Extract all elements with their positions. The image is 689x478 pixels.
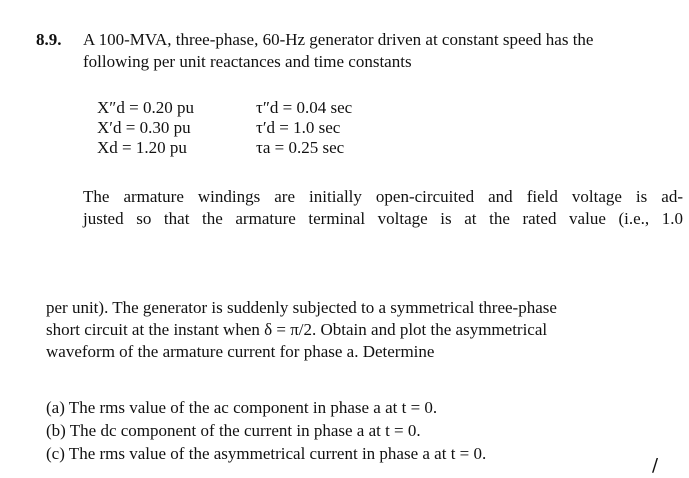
time-constant-transient: τ′d = 1.0 sec [256,118,341,137]
reactance-synchronous: Xd = 1.20 pu [97,138,187,157]
paragraph-1-line-1: The armature windings are initially open-circuited and field voltage is ad- [83,187,683,206]
question-c: (c) The rms value of the asymmetrical current in phase a at t = 0. [46,444,487,463]
reactance-subtransient: X″d = 0.20 pu [97,98,194,117]
time-constant-armature: τa = 0.25 sec [256,138,345,157]
paragraph-2-line-3: waveform of the armature current for phase a. Determine [46,342,435,361]
reactance-transient: X′d = 0.30 pu [97,118,191,137]
question-a: (a) The rms value of the ac component in phase a at t = 0. [46,398,438,417]
time-constant-list [256,98,352,158]
paragraph-2-line-2: short circuit at the instant when δ = π/2. Obtain and plot the asymmetrical [46,320,548,339]
problem-number: 8.9. [36,30,62,49]
time-constant-subtransient: τ″d = 0.04 sec [256,98,353,117]
paragraph-2-line-1: per unit). The generator is suddenly subjected to a symmetrical three-phase [46,298,557,317]
problem-heading-line-1: A 100-MVA, three-phase, 60-Hz generator driven at constant speed has the [83,30,594,49]
pencil-mark: / [652,455,659,476]
paragraph-1-line-2: justed so that the armature terminal voltage is at the rated value (i.e., 1.0 [83,209,683,228]
question-b: (b) The dc component of the current in phase a at t = 0. [46,421,421,440]
problem-heading-line-2: following per unit reactances and time constants [83,52,412,71]
reactance-list [97,98,194,158]
